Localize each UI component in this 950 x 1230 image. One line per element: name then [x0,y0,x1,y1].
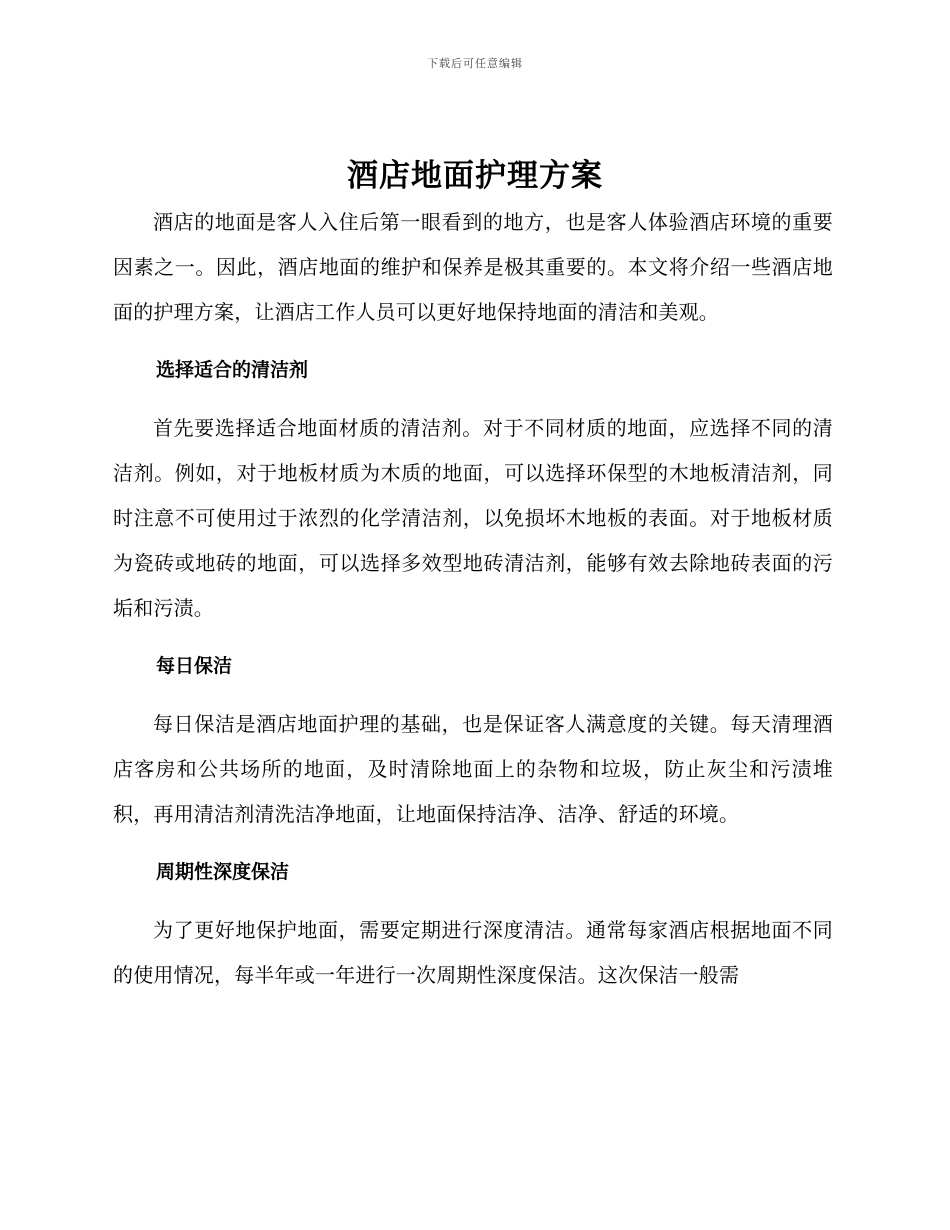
section-heading-cleaner: 选择适合的清洁剂 [156,359,309,381]
intro-paragraph: 酒店的地面是客人入住后第一眼看到的地方，也是客人体验酒店环境的重要因素之一。因此，酒店地面的维护和保养是极其重要的。本文将介绍一些酒店地面的护理方案，让酒店工作人员可以更好地保持地面的清洁和美观。 [113,210,833,324]
document-title: 酒店地面护理方案 [347,158,603,194]
section-body-deep: 为了更好地保护地面，需要定期进行深度清洁。通常每家酒店根据地面不同的使用情况，每半年或一年进行一次周期性深度保洁。这次保洁一般需 [113,918,833,987]
document-body [113,200,833,998]
header-note: 下载后可任意编辑 [427,57,523,70]
section-body-cleaner: 首先要选择适合地面材质的清洁剂。对于不同材质的地面，应选择不同的清洁剂。例如，对于地板材质为木质的地面，可以选择环保型的木地板清洁剂，同时注意不可使用过于浓烈的化学清洁剂，以免损坏木地板的表面。对于地板材质为瓷砖或地砖的地面，可以选择多效型地砖清洁剂，能够有效去除地砖表面的污垢和污渍。 [113,416,833,620]
section-heading-daily: 每日保洁 [156,655,233,677]
section-body-daily: 每日保洁是酒店地面护理的基础，也是保证客人满意度的关键。每天清理酒店客房和公共场所的地面，及时清除地面上的杂物和垃圾，防止灰尘和污渍堆积，再用清洁剂清洗洁净地面，让地面保持洁净、洁净、舒适的环境。 [113,712,833,826]
section-heading-deep: 周期性深度保洁 [156,861,290,883]
